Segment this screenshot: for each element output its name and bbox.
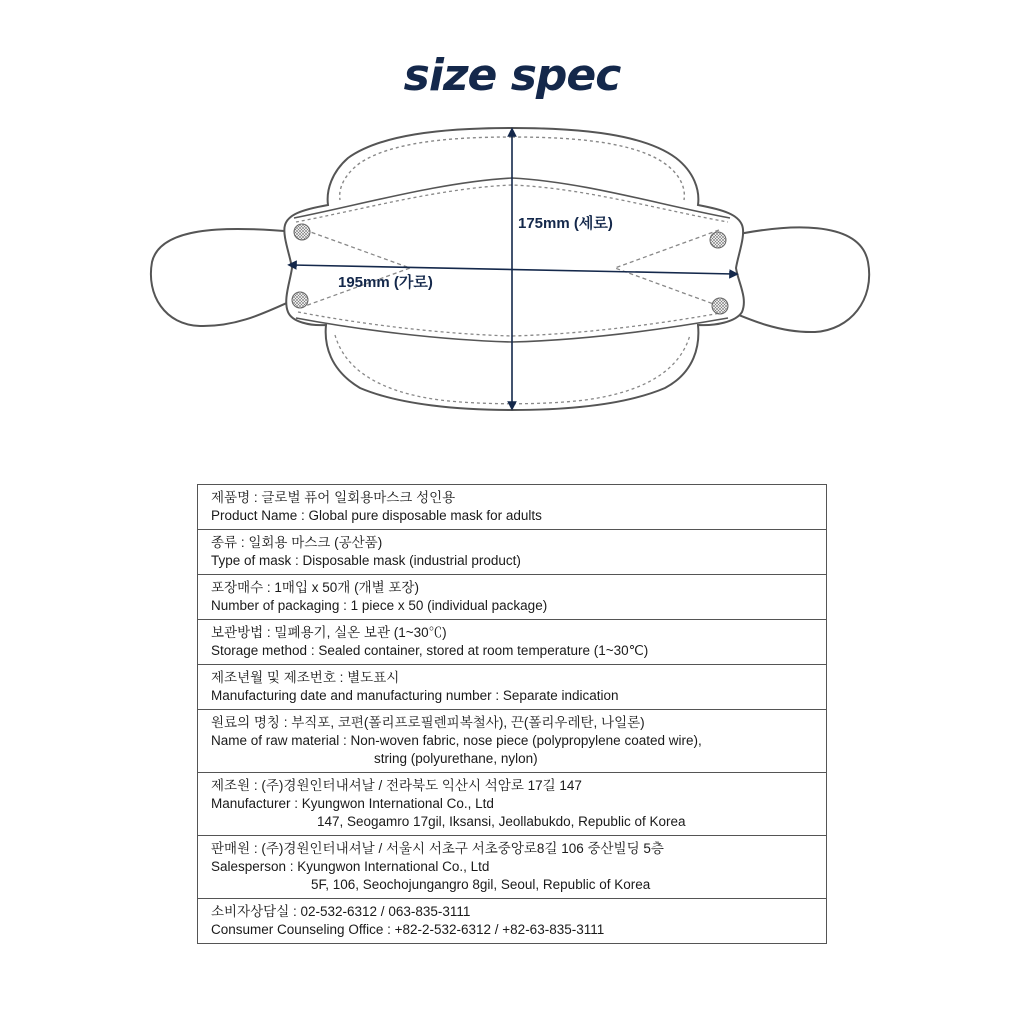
spec-korean-text: 소비자상담실 : 02-532-6312 / 063-835-3111 <box>211 904 471 919</box>
spec-english-text: Manufacturer : Kyungwon International Co., Ltd <box>211 796 494 811</box>
spec-english-continuation: string (polyurethane, nylon) <box>374 751 538 766</box>
spec-cell <box>198 836 827 899</box>
spec-english-text: Number of packaging : 1 piece x 50 (individual package) <box>211 598 548 613</box>
spec-english-text: Manufacturing date and manufacturing number : Separate indication <box>211 688 619 703</box>
spec-row <box>198 836 827 899</box>
height-label: 175mm (세로) <box>518 215 613 232</box>
spec-korean-text: 제품명 : 글로벌 퓨어 일회용마스크 성인용 <box>211 490 456 505</box>
spec-row <box>198 575 827 620</box>
spec-korean-text: 원료의 명칭 : 부직포, 코편(폴리프로필렌피복철사), 끈(폴리우레탄, 나일론) <box>211 715 645 730</box>
spec-korean-text: 종류 : 일회용 마스크 (공산품) <box>211 535 383 550</box>
spec-table <box>197 484 827 944</box>
spec-english-text: Consumer Counseling Office : +82-2-532-6312 / +82-63-835-3111 <box>211 922 605 937</box>
weld-point <box>294 224 310 240</box>
left-ear-loop <box>151 229 298 326</box>
spec-row <box>198 530 827 575</box>
spec-row <box>198 665 827 710</box>
spec-english-text: Name of raw material : Non-woven fabric, nose piece (polypropylene coated wire), <box>211 733 702 748</box>
spec-cell <box>198 899 827 944</box>
spec-row <box>198 773 827 836</box>
spec-cell <box>198 665 827 710</box>
spec-english-continuation: 147, Seogamro 17gil, Iksansi, Jeollabukdo, Republic of Korea <box>317 814 686 829</box>
mask-diagram <box>0 110 1024 430</box>
spec-cell <box>198 773 827 836</box>
weld-point <box>710 232 726 248</box>
spec-korean-text: 제조원 : (주)경원인터내셔날 / 전라북도 익산시 석암로 17길 147 <box>211 778 582 793</box>
spec-korean-text: 판매원 : (주)경원인터내셔날 / 서울시 서초구 서초중앙로8길 106 중산빌딩 5층 <box>211 841 664 856</box>
spec-korean-text: 제조년월 및 제조번호 : 별도표시 <box>211 670 400 685</box>
page-title: size spec <box>403 50 621 101</box>
spec-cell <box>198 710 827 773</box>
spec-english-text: Type of mask : Disposable mask (industrial product) <box>211 553 521 568</box>
spec-english-text: Product Name : Global pure disposable mask for adults <box>211 508 542 523</box>
spec-english-continuation: 5F, 106, Seochojungangro 8gil, Seoul, Republic of Korea <box>311 877 651 892</box>
spec-row <box>198 485 827 530</box>
weld-point <box>292 292 308 308</box>
spec-english-text: Storage method : Sealed container, stored at room temperature (1~30℃) <box>211 643 649 658</box>
spec-row <box>198 710 827 773</box>
spec-row <box>198 899 827 944</box>
spec-cell <box>198 530 827 575</box>
spec-cell <box>198 620 827 665</box>
spec-cell <box>198 485 827 530</box>
weld-point <box>712 298 728 314</box>
spec-row <box>198 620 827 665</box>
spec-korean-text: 포장매수 : 1매입 x 50개 (개별 포장) <box>211 580 419 595</box>
spec-english-text: Salesperson : Kyungwon International Co., Ltd <box>211 859 490 874</box>
width-label: 195mm (가로) <box>338 274 433 291</box>
spec-cell <box>198 575 827 620</box>
spec-korean-text: 보관방법 : 밀폐용기, 실온 보관 (1~30℃) <box>211 625 447 640</box>
